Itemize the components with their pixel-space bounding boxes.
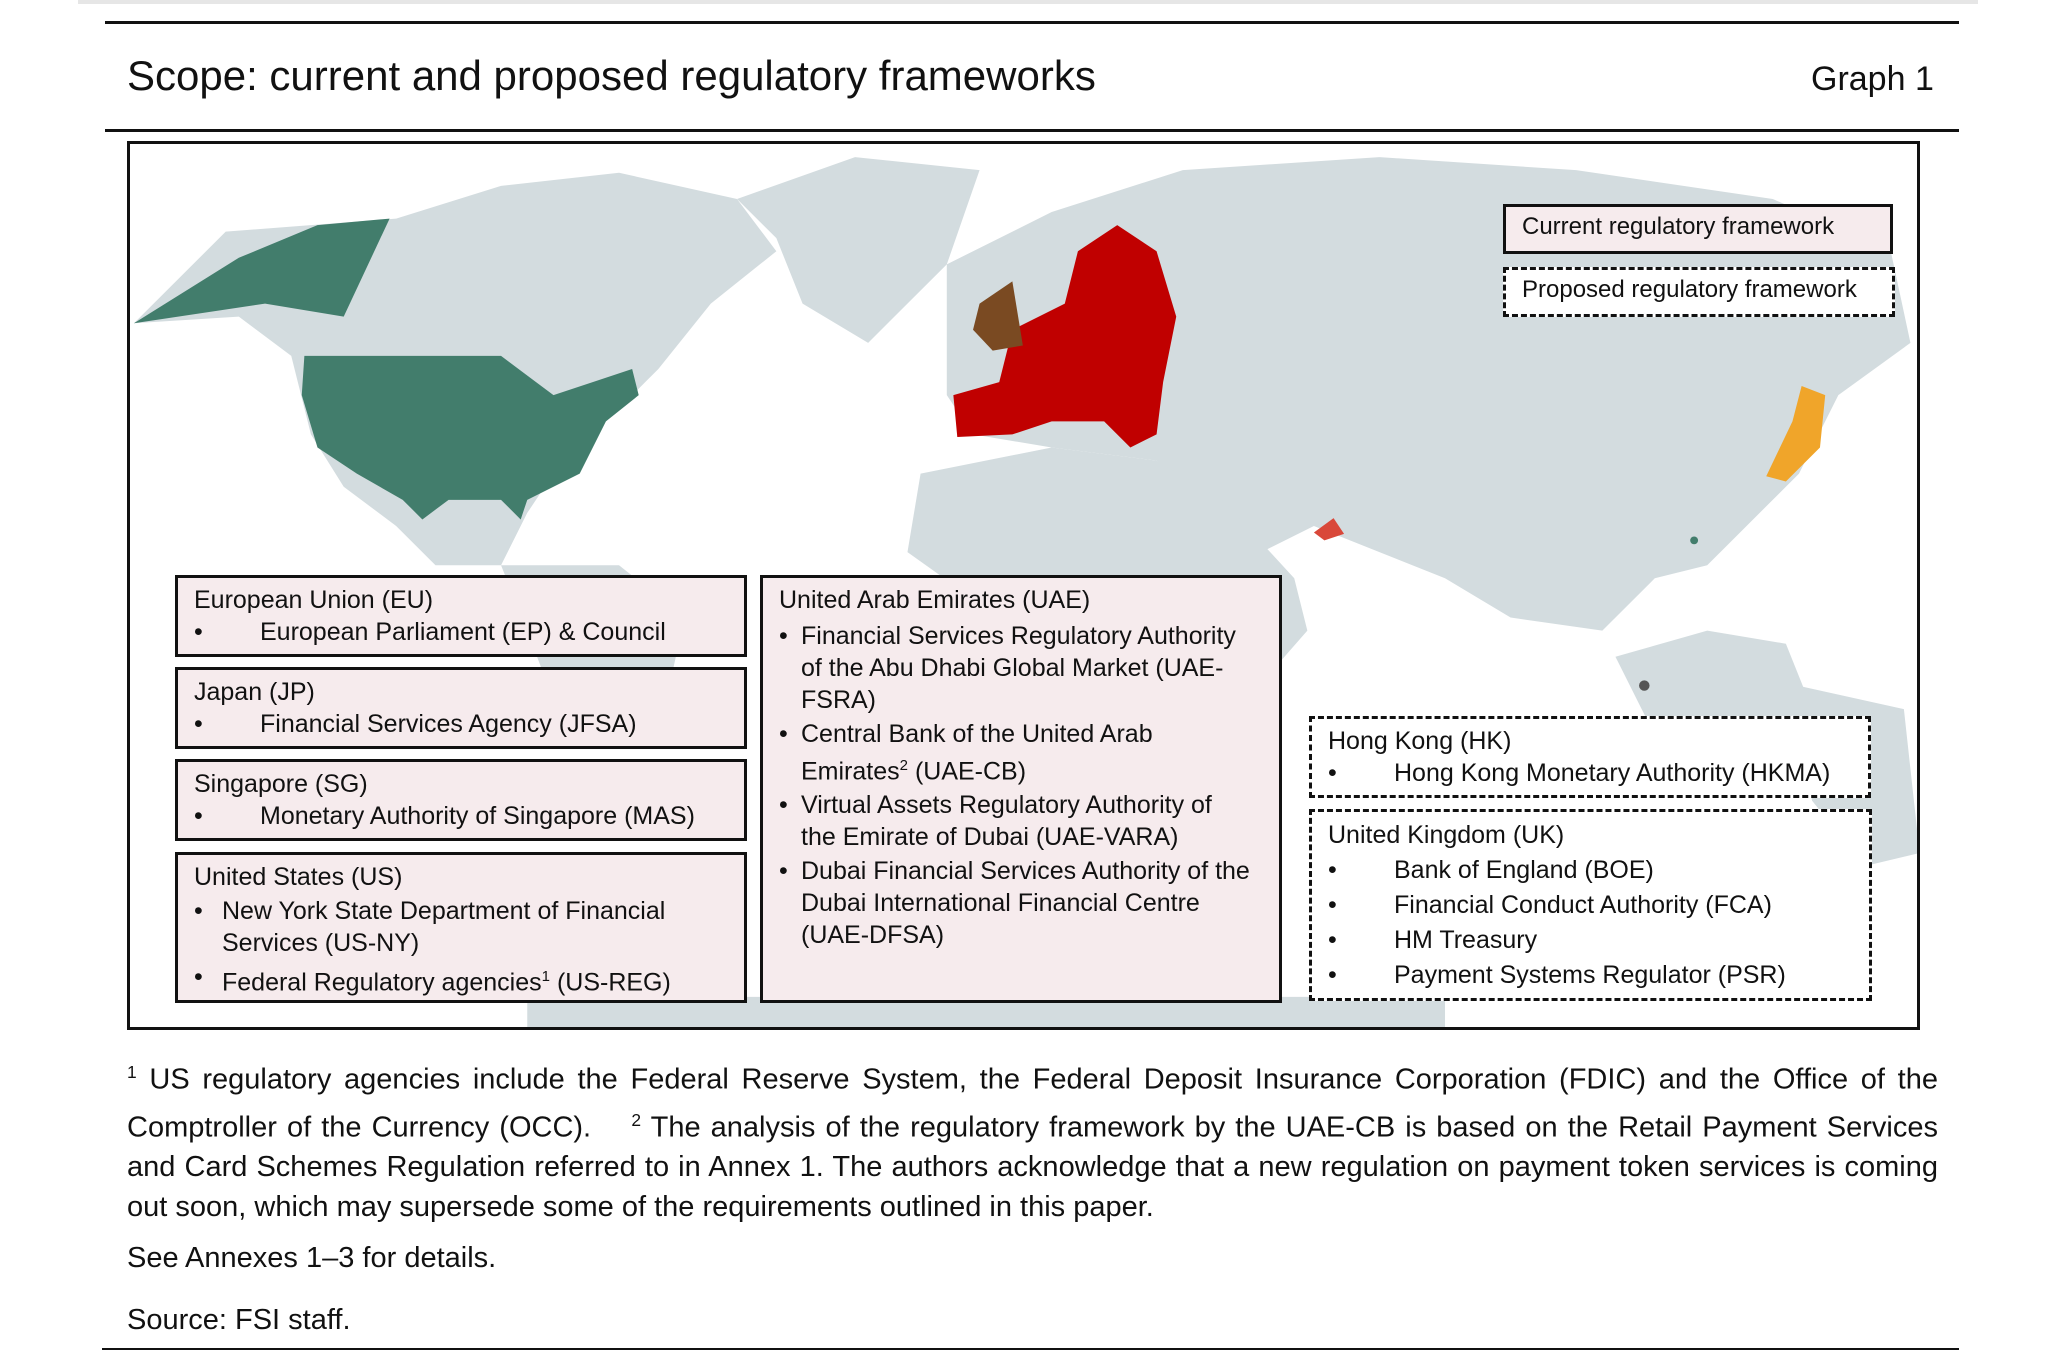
legend-current-label: Current regulatory framework	[1522, 213, 1835, 240]
source-note: Source: FSI staff.	[127, 1304, 351, 1336]
box-jp	[175, 667, 747, 749]
list-item: • Federal Regulatory agencies$^1$ (US-REG)	[194, 963, 671, 997]
box-uk	[1309, 809, 1872, 1001]
list-item: • Dubai Financial Services Authority of the Dubai International Financial Centre (UAE-DFSA)	[779, 857, 1250, 950]
header-rule-top	[105, 21, 1959, 24]
list-item: • Monetary Authority of Singapore (MAS)	[194, 802, 695, 830]
list-item: • Bank of England (BOE)	[1328, 856, 1654, 884]
list-item: • Payment Systems Regulator (PSR)	[1328, 961, 1786, 989]
box-uae	[760, 575, 1282, 1003]
box-title: United Arab Emirates (UAE)	[779, 586, 1091, 614]
box-title: Hong Kong (HK)	[1328, 727, 1512, 755]
map-frame	[127, 141, 1920, 1030]
page-title: Scope: current and proposed regulatory frameworks	[127, 52, 1096, 99]
list-item: • HM Treasury	[1328, 926, 1538, 954]
list-item: • Financial Conduct Authority (FCA)	[1328, 891, 1772, 919]
box-title: Japan (JP)	[194, 678, 315, 706]
graph-label: Graph 1	[1811, 60, 1934, 98]
hong-kong-marker	[1690, 536, 1698, 544]
footer-rule	[102, 1348, 1959, 1350]
list-item: • Central Bank of the United Arab Emirates$^2$ (UAE-CB)	[779, 720, 1153, 786]
footnote-2-marker: 2	[631, 1109, 642, 1130]
header-rule-bottom	[105, 129, 1959, 132]
footnote-2: The analysis of the regulatory framework by the UAE-CB is based on the Retail Payment Services and Card Schemes Regulation referred to in Annex 1. The authors acknowledge that a new regulation on payment token services is coming out soon, which may supersede some of the requirements outlined in this paper.	[127, 1111, 1938, 1224]
legend-proposed	[1503, 267, 1895, 317]
list-item: • Financial Services Regulatory Authority of the Abu Dhabi Global Market (UAE- FSRA)	[779, 622, 1236, 714]
annexes-note: See Annexes 1–3 for details.	[127, 1242, 497, 1274]
list-item: • Virtual Assets Regulatory Authority of the Emirate of Dubai (UAE-VARA)	[779, 791, 1212, 852]
top-divider	[78, 0, 1978, 4]
footnote-1-marker: 1	[127, 1062, 137, 1082]
footnote-1: US regulatory agencies include the Federal Reserve System, the Federal Deposit Insurance Corporation (FDIC) and the Office of the Comptroller of the Currency (OCC).	[127, 1063, 1938, 1144]
box-sg	[175, 759, 747, 841]
list-item: • Financial Services Agency (JFSA)	[194, 710, 637, 738]
list-item: • Hong Kong Monetary Authority (HKMA)	[1328, 759, 1831, 787]
box-title: United Kingdom (UK)	[1328, 821, 1565, 849]
box-eu	[175, 575, 747, 657]
box-title: United States (US)	[194, 863, 403, 891]
legend-current	[1503, 204, 1893, 254]
box-title: European Union (EU)	[194, 586, 434, 614]
box-title: Singapore (SG)	[194, 770, 368, 798]
list-item: • European Parliament (EP) & Council	[194, 618, 666, 646]
legend-proposed-label: Proposed regulatory framework	[1522, 276, 1857, 303]
list-item: • New York State Department of Financial Services (US-NY)	[194, 897, 666, 957]
box-hk	[1309, 716, 1871, 798]
singapore-marker	[1639, 680, 1649, 690]
footnotes	[127, 1052, 1938, 1227]
box-us	[175, 852, 747, 1003]
